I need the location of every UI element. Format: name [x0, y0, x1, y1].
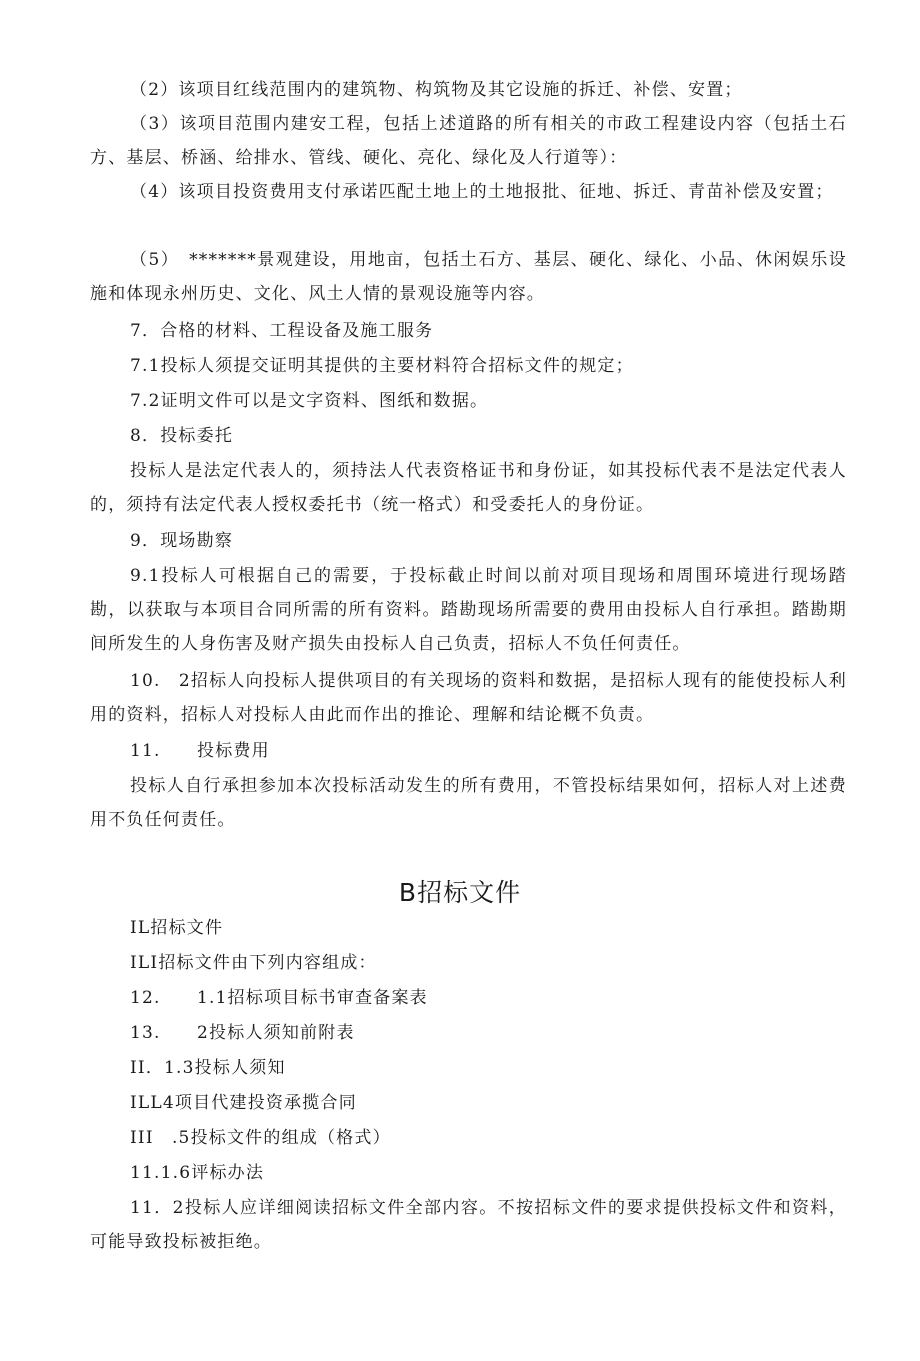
paragraph-landscape: （5） *******景观建设，用地亩，包括土石方、基层、硬化、绿化、小品、休闲娱乐设施和体现永州历史、文化、风土人情的景观设施等内容。: [90, 250, 847, 304]
paragraph-bid-entrustment: 投标人是法定代表人的，须持法人代表资格证书和身份证，如其投标代表不是法定代表人的，须持有法定代表人授权委托书（统一格式）和受委托人的身份证。: [90, 461, 847, 515]
list-item-bid-format: III .5投标文件的组成（格式）: [130, 1128, 391, 1148]
list-item-contract: ILL4项目代建投资承揽合同: [130, 1093, 357, 1113]
heading-site-survey: 9．现场勘察: [130, 531, 234, 551]
clause-tender-composition: ILI招标文件由下列内容组成：: [130, 953, 377, 973]
clause-10-2: 10. 2招标人向投标人提供项目的有关现场的资料和数据，是招标人现有的能使投标人利用的资料，招标人对投标人由此而作出的推论、理解和结论概不负责。: [90, 671, 847, 725]
paragraph-construction-scope: （3）该项目范围内建安工程，包括上述道路的所有相关的市政工程建设内容（包括土石方、基层、桥涵、给排水、管线、硬化、亮化、绿化及人行道等）：: [90, 114, 847, 168]
clause-9-1: 9.1投标人可根据自己的需要，于投标截止时间以前对项目现场和周围环境进行现场踏勘，以获取与本项目合同所需的所有资料。踏勘现场所需要的费用由投标人自行承担。踏勘期间所发生的人身伤害及财产损失由投标人自己负责，招标人不负任何责任。: [90, 566, 847, 654]
heading-qualified-materials: 7．合格的材料、工程设备及施工服务: [130, 321, 434, 341]
list-item-front-table: 13. 2投标人须知前附表: [130, 1023, 355, 1043]
list-item-bidder-instructions: II．1.3投标人须知: [130, 1058, 286, 1078]
clause-7-1: 7.1投标人须提交证明其提供的主要材料符合招标文件的规定；: [130, 356, 634, 376]
heading-tender-documents: IL招标文件: [130, 918, 224, 938]
list-item-filing-form: 12. 1.1招标项目标书审查备案表: [130, 988, 428, 1008]
heading-bid-entrustment: 8．投标委托: [130, 426, 234, 446]
paragraph-land-payment: （4）该项目投资费用支付承诺匹配土地上的土地报批、征地、拆迁、青苗补偿及安置；: [130, 182, 834, 202]
clause-7-2: 7.2证明文件可以是文字资料、图纸和数据。: [130, 391, 489, 411]
paragraph-demolition: （2）该项目红线范围内的建筑物、构筑物及其它设施的拆迁、补偿、安置；: [130, 80, 743, 100]
section-title: B招标文件: [398, 878, 522, 907]
list-item-evaluation: 11.1.6评标办法: [130, 1163, 265, 1183]
paragraph-bid-costs: 投标人自行承担参加本次投标活动发生的所有费用，不管投标结果如何，招标人对上述费用不负任何责任。: [90, 776, 847, 830]
clause-11-2: 11．2投标人应详细阅读招标文件全部内容。不按招标文件的要求提供投标文件和资料，可能导致投标被拒绝。: [90, 1198, 847, 1252]
heading-bid-costs: 11. 投标费用: [130, 741, 270, 761]
